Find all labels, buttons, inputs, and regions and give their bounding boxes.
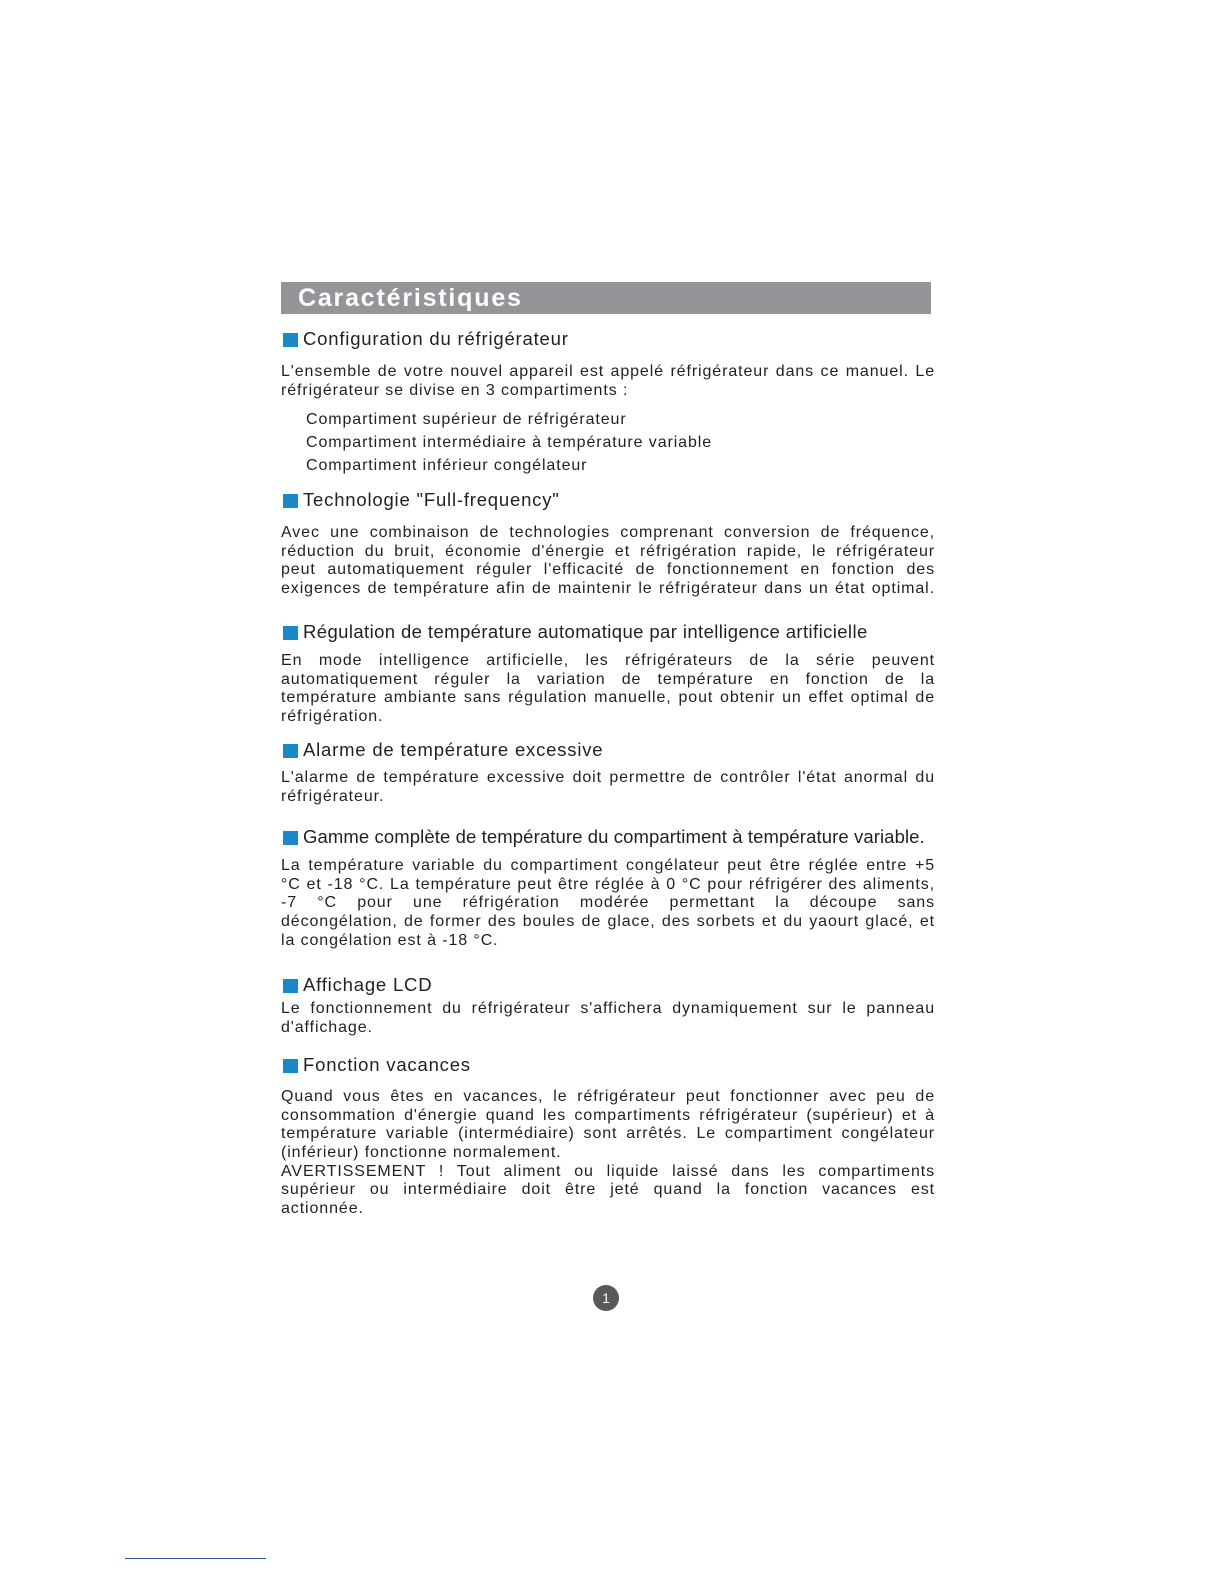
paragraph-line: La température variable du compartiment congélateur peut être réglée entre +5: [281, 857, 935, 874]
paragraph-line: -7 °C pour une réfrigération modérée permettant la découpe sans: [281, 894, 935, 912]
paragraph-line: Le fonctionnement du réfrigérateur s'affichera dynamiquement sur le panneau: [281, 1000, 935, 1017]
section-heading: [281, 621, 935, 643]
paragraph-line: En mode intelligence artificielle, les réfrigérateurs de la série peuvent: [281, 652, 935, 669]
paragraph-line: automatiquement réguler la variation de température en fonction de la: [281, 670, 935, 688]
paragraph-line: réfrigération.: [281, 708, 384, 726]
section-heading-text: Configuration du réfrigérateur: [303, 328, 569, 349]
paragraph-line: réfrigérateur se divise en 3 compartiments :: [281, 381, 629, 399]
section-paragraph: [281, 652, 935, 727]
compartment-list: [306, 408, 906, 477]
paragraph-line: Quand vous êtes en vacances, le réfrigérateur peut fonctionner avec peu de: [281, 1088, 935, 1105]
square-bullet-icon: [283, 333, 298, 347]
paragraph-line: consommation d'énergie quand les compartiments réfrigérateur (supérieur) et à: [281, 1106, 935, 1124]
square-bullet-icon: [283, 979, 298, 993]
square-bullet-icon: [283, 1059, 298, 1073]
section-paragraph: [281, 857, 935, 950]
square-bullet-icon: [283, 494, 298, 508]
page-number-badge: [593, 1285, 619, 1311]
paragraph-line: exigences de température afin de maintenir le réfrigérateur dans un état optimal.: [281, 580, 935, 598]
section-paragraph: [281, 769, 935, 806]
section-heading-text: Alarme de température excessive: [303, 739, 604, 760]
paragraph-line: (inférieur) fonctionne normalement.: [281, 1144, 562, 1162]
page-title-bar: [281, 282, 931, 314]
paragraph-line: réfrigérateur.: [281, 787, 385, 805]
list-item: Compartiment inférieur congélateur: [306, 457, 588, 474]
section-heading: [281, 739, 935, 761]
warning-line: actionnée.: [281, 1200, 364, 1218]
section-heading: [281, 489, 935, 511]
square-bullet-icon: [283, 626, 298, 640]
paragraph-line: température ambiante sans régulation manuelle, pout obtenir un effet optimal de: [281, 689, 935, 707]
section-heading: [281, 974, 935, 996]
page-number: 1: [602, 1290, 610, 1306]
footer-rule: [125, 1558, 266, 1559]
section-paragraph: [281, 363, 935, 400]
section-heading-text: Technologie "Full-frequency": [303, 489, 560, 510]
section-heading-text: Gamme complète de température du compartiment à température variable.: [303, 826, 925, 847]
section-heading-text: Fonction vacances: [303, 1054, 471, 1075]
section-paragraph: [281, 524, 935, 599]
paragraph-line: la congélation est à -18 °C.: [281, 931, 499, 949]
paragraph-line: température variable (intermédiaire) sont arrêtés. Le compartiment congélateur: [281, 1125, 935, 1143]
section-heading: [281, 1054, 935, 1076]
paragraph-line: réduction du bruit, économie d'énergie et réfrigération rapide, le réfrigérateur: [281, 542, 935, 560]
section-heading: [281, 328, 935, 350]
paragraph-line: peut automatiquement réguler l'efficacité de fonctionnement en fonction des: [281, 561, 935, 579]
section-heading: [281, 826, 935, 848]
section-paragraph: [281, 1088, 935, 1219]
paragraph-line: d'affichage.: [281, 1018, 373, 1036]
section-heading-text: Affichage LCD: [303, 974, 433, 995]
page-title: Caractéristiques: [298, 284, 523, 312]
square-bullet-icon: [283, 831, 298, 845]
square-bullet-icon: [283, 744, 298, 758]
paragraph-line: décongélation, de former des boules de glace, des sorbets et du yaourt glacé, et: [281, 913, 935, 931]
paragraph-line: °C et -18 °C. La température peut être réglée à 0 °C pour réfrigérer des aliments,: [281, 875, 935, 893]
warning-line: AVERTISSEMENT ! Tout aliment ou liquide laissé dans les compartiments: [281, 1162, 935, 1180]
section-heading-text: Régulation de température automatique par intelligence artificielle: [303, 621, 868, 642]
paragraph-line: Avec une combinaison de technologies comprenant conversion de fréquence,: [281, 524, 935, 541]
list-item: Compartiment intermédiaire à température variable: [306, 434, 713, 451]
list-item: Compartiment supérieur de réfrigérateur: [306, 411, 627, 428]
warning-line: supérieur ou intermédiaire doit être jeté quand la fonction vacances est: [281, 1181, 935, 1199]
section-paragraph: [281, 1000, 935, 1037]
paragraph-line: L'ensemble de votre nouvel appareil est appelé réfrigérateur dans ce manuel. Le: [281, 363, 935, 380]
paragraph-line: L'alarme de température excessive doit permettre de contrôler l'état anormal du: [281, 769, 935, 786]
